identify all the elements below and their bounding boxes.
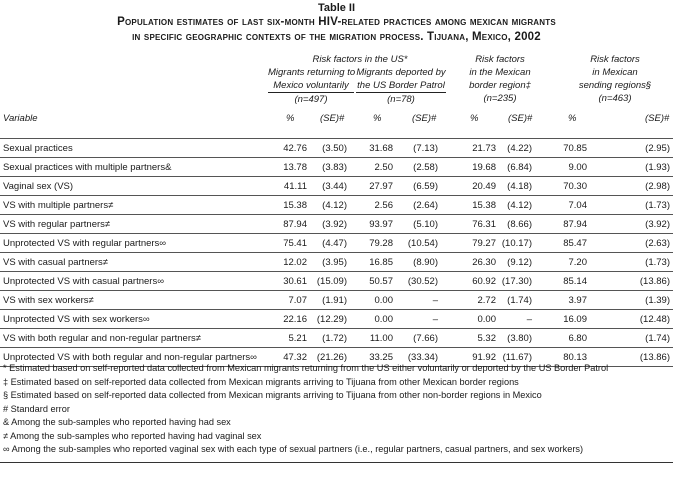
se-cell: (1.74) — [499, 291, 535, 310]
table-row — [0, 291, 673, 310]
pct-cell: 93.97 — [350, 215, 396, 234]
se-cell: (7.66) — [396, 329, 441, 348]
pct-cell: 79.27 — [441, 234, 499, 253]
col3-n: (n=235) — [483, 93, 517, 104]
se-cell: (7.13) — [396, 139, 441, 158]
footnote: ∞ Among the sub-samples who reported vaginal sex with each type of sexual partners (i.e., regular partners, casual partners, and sex workers) — [3, 444, 584, 454]
pct-cell: 15.38 — [270, 196, 310, 215]
footnote: ‡ Estimated based on self-reported data collected from Mexican migrants arriving to Tijuana from other Mexican border regions — [3, 376, 519, 387]
row-label: Unprotected VS with sex workers∞ — [0, 310, 270, 329]
table-row — [0, 329, 673, 348]
pct-cell: 75.41 — [270, 234, 310, 253]
pct-header-4: % — [568, 113, 577, 124]
pct-cell: 21.73 — [441, 139, 499, 158]
se-cell: (4.47) — [310, 234, 350, 253]
pct-cell: 0.00 — [441, 310, 499, 329]
se-cell: (3.80) — [499, 329, 535, 348]
se-cell: (10.54) — [396, 234, 441, 253]
pct-cell: 70.30 — [535, 177, 590, 196]
se-cell: (8.66) — [499, 215, 535, 234]
col3-header-line3: border region‡ — [469, 80, 531, 91]
row-label: Unprotected VS with casual partners∞ — [0, 272, 270, 291]
pct-cell: 85.47 — [535, 234, 590, 253]
col1-header-line2: Mexico voluntarily — [268, 79, 354, 93]
se-cell: (21.26) — [310, 348, 350, 367]
pct-cell: 2.56 — [350, 196, 396, 215]
table-row — [0, 272, 673, 291]
pct-cell: 6.80 — [535, 329, 590, 348]
col2-header — [356, 66, 446, 106]
se-header-4: (SE)# — [645, 113, 670, 124]
se-cell: – — [499, 310, 535, 329]
table-title-line-2: in specific geographic contexts of the migration process. Tijuana, Mexico, 2002 — [132, 31, 541, 43]
pct-cell: 91.92 — [441, 348, 499, 367]
pct-cell: 80.13 — [535, 348, 590, 367]
pct-cell: 42.76 — [270, 139, 310, 158]
se-header-3: (SE)# — [508, 113, 533, 124]
col4-header-line1: Risk factors — [590, 54, 640, 65]
pct-cell: 87.94 — [535, 215, 590, 234]
pct-cell: 22.16 — [270, 310, 310, 329]
col3-header — [460, 53, 540, 105]
se-cell: (1.91) — [310, 291, 350, 310]
pct-header-3: % — [470, 113, 479, 124]
table-title-line-1: Population estimates of last six-month HIV-related practices among mexican migrants — [117, 16, 556, 28]
footnote: § Estimated based on self-reported data collected from Mexican migrants arriving to Tijuana from other non-border regions in Mexico — [3, 390, 542, 400]
se-cell: (4.18) — [499, 177, 535, 196]
col1-header-line1: Migrants returning to — [268, 67, 356, 78]
pct-cell: 85.14 — [535, 272, 590, 291]
pct-cell: 7.04 — [535, 196, 590, 215]
se-cell: (3.95) — [310, 253, 350, 272]
table-row — [0, 139, 673, 158]
pct-cell: 27.97 — [350, 177, 396, 196]
col4-n: (n=463) — [598, 93, 632, 104]
row-label: Sexual practices with multiple partners& — [0, 158, 270, 177]
pct-cell: 16.09 — [535, 310, 590, 329]
se-cell: (6.84) — [499, 158, 535, 177]
pct-cell: 12.02 — [270, 253, 310, 272]
table-label: Table II — [317, 2, 356, 14]
se-header-2: (SE)# — [412, 113, 437, 124]
pct-cell: 50.57 — [350, 272, 396, 291]
se-cell: (1.74) — [590, 329, 673, 348]
se-cell: – — [396, 310, 441, 329]
table-row — [0, 253, 673, 272]
pct-cell: 20.49 — [441, 177, 499, 196]
se-cell: (12.29) — [310, 310, 350, 329]
pct-cell: 19.68 — [441, 158, 499, 177]
footnote: * Estimated based on self-reported data collected from Mexican migrants returning from the US either voluntarily or deported by the US Border Patrol — [3, 363, 609, 373]
row-label: Unprotected VS with regular partners∞ — [0, 234, 270, 253]
col2-header-line2: the US Border Patrol — [357, 80, 445, 91]
footnotes — [3, 362, 608, 457]
col2-header-line1: Migrants deported by — [356, 67, 446, 78]
se-cell: (8.90) — [396, 253, 441, 272]
row-label: VS with multiple partners≠ — [0, 196, 270, 215]
se-cell: (12.48) — [590, 310, 673, 329]
se-cell: (1.73) — [590, 253, 673, 272]
table-row — [0, 234, 673, 253]
pct-cell: 3.97 — [535, 291, 590, 310]
col1-n: (n=497) — [294, 94, 328, 105]
row-label: Vaginal sex (VS) — [0, 177, 270, 196]
pct-cell: 26.30 — [441, 253, 499, 272]
footnote: # Standard error — [3, 403, 70, 414]
pct-cell: 76.31 — [441, 215, 499, 234]
footnote: ≠ Among the sub-samples who reported having had vaginal sex — [3, 430, 262, 441]
pct-cell: 2.50 — [350, 158, 396, 177]
se-cell: (30.52) — [396, 272, 441, 291]
se-cell: (9.12) — [499, 253, 535, 272]
pct-cell: 5.32 — [441, 329, 499, 348]
se-cell: (11.67) — [499, 348, 535, 367]
pct-cell: 0.00 — [350, 291, 396, 310]
se-cell: (5.10) — [396, 215, 441, 234]
pct-cell: 2.72 — [441, 291, 499, 310]
us-group-header: Risk factors in the US* — [312, 54, 408, 65]
bottom-rule — [0, 462, 673, 463]
col4-header — [570, 53, 660, 105]
footnote: & Among the sub-samples who reported having had sex — [3, 417, 231, 427]
pct-cell: 16.85 — [350, 253, 396, 272]
col1-header — [268, 66, 354, 106]
table-row — [0, 310, 673, 329]
pct-cell: 33.25 — [350, 348, 396, 367]
table-row — [0, 215, 673, 234]
se-cell: (15.09) — [310, 272, 350, 291]
col3-header-line2: in the Mexican — [469, 67, 531, 78]
pct-cell: 79.28 — [350, 234, 396, 253]
se-cell: – — [396, 291, 441, 310]
se-cell: (17.30) — [499, 272, 535, 291]
se-cell: (4.12) — [499, 196, 535, 215]
pct-header-1: % — [286, 113, 295, 124]
pct-cell: 41.11 — [270, 177, 310, 196]
row-label: VS with casual partners≠ — [0, 253, 270, 272]
se-header-1: (SE)# — [320, 113, 345, 124]
col4-header-line2: in Mexican — [592, 67, 638, 78]
pct-cell: 47.32 — [270, 348, 310, 367]
se-cell: (33.34) — [396, 348, 441, 367]
se-cell: (3.92) — [590, 215, 673, 234]
se-cell: (2.98) — [590, 177, 673, 196]
row-label: VS with regular partners≠ — [0, 215, 270, 234]
pct-cell: 15.38 — [441, 196, 499, 215]
table-row — [0, 158, 673, 177]
se-cell: (13.86) — [590, 272, 673, 291]
pct-cell: 9.00 — [535, 158, 590, 177]
pct-cell: 70.85 — [535, 139, 590, 158]
col3-header-line1: Risk factors — [475, 54, 525, 65]
se-cell: (6.59) — [396, 177, 441, 196]
col2-n: (n=78) — [387, 94, 415, 105]
pct-cell: 5.21 — [270, 329, 310, 348]
se-cell: (2.64) — [396, 196, 441, 215]
se-cell: (13.86) — [590, 348, 673, 367]
pct-cell: 60.92 — [441, 272, 499, 291]
se-cell: (3.44) — [310, 177, 350, 196]
se-cell: (1.93) — [590, 158, 673, 177]
se-cell: (3.50) — [310, 139, 350, 158]
data-table — [0, 138, 673, 367]
se-cell: (2.58) — [396, 158, 441, 177]
row-label: VS with both regular and non-regular partners≠ — [0, 329, 270, 348]
pct-cell: 7.07 — [270, 291, 310, 310]
row-label: VS with sex workers≠ — [0, 291, 270, 310]
se-cell: (4.12) — [310, 196, 350, 215]
se-cell: (10.17) — [499, 234, 535, 253]
pct-cell: 7.20 — [535, 253, 590, 272]
pct-header-2: % — [373, 113, 382, 124]
pct-cell: 31.68 — [350, 139, 396, 158]
variable-header: Variable — [3, 113, 38, 124]
se-cell: (1.73) — [590, 196, 673, 215]
row-label: Sexual practices — [0, 139, 270, 158]
se-cell: (1.72) — [310, 329, 350, 348]
se-cell: (2.63) — [590, 234, 673, 253]
se-cell: (1.39) — [590, 291, 673, 310]
se-cell: (3.92) — [310, 215, 350, 234]
table-row — [0, 196, 673, 215]
row-label: Unprotected VS with both regular and non-regular partners∞ — [0, 348, 270, 367]
pct-cell: 11.00 — [350, 329, 396, 348]
se-cell: (4.22) — [499, 139, 535, 158]
se-cell: (3.83) — [310, 158, 350, 177]
pct-cell: 30.61 — [270, 272, 310, 291]
pct-cell: 13.78 — [270, 158, 310, 177]
pct-cell: 87.94 — [270, 215, 310, 234]
col4-header-line3: sending regions§ — [578, 80, 652, 91]
table-row — [0, 177, 673, 196]
se-cell: (2.95) — [590, 139, 673, 158]
pct-cell: 0.00 — [350, 310, 396, 329]
